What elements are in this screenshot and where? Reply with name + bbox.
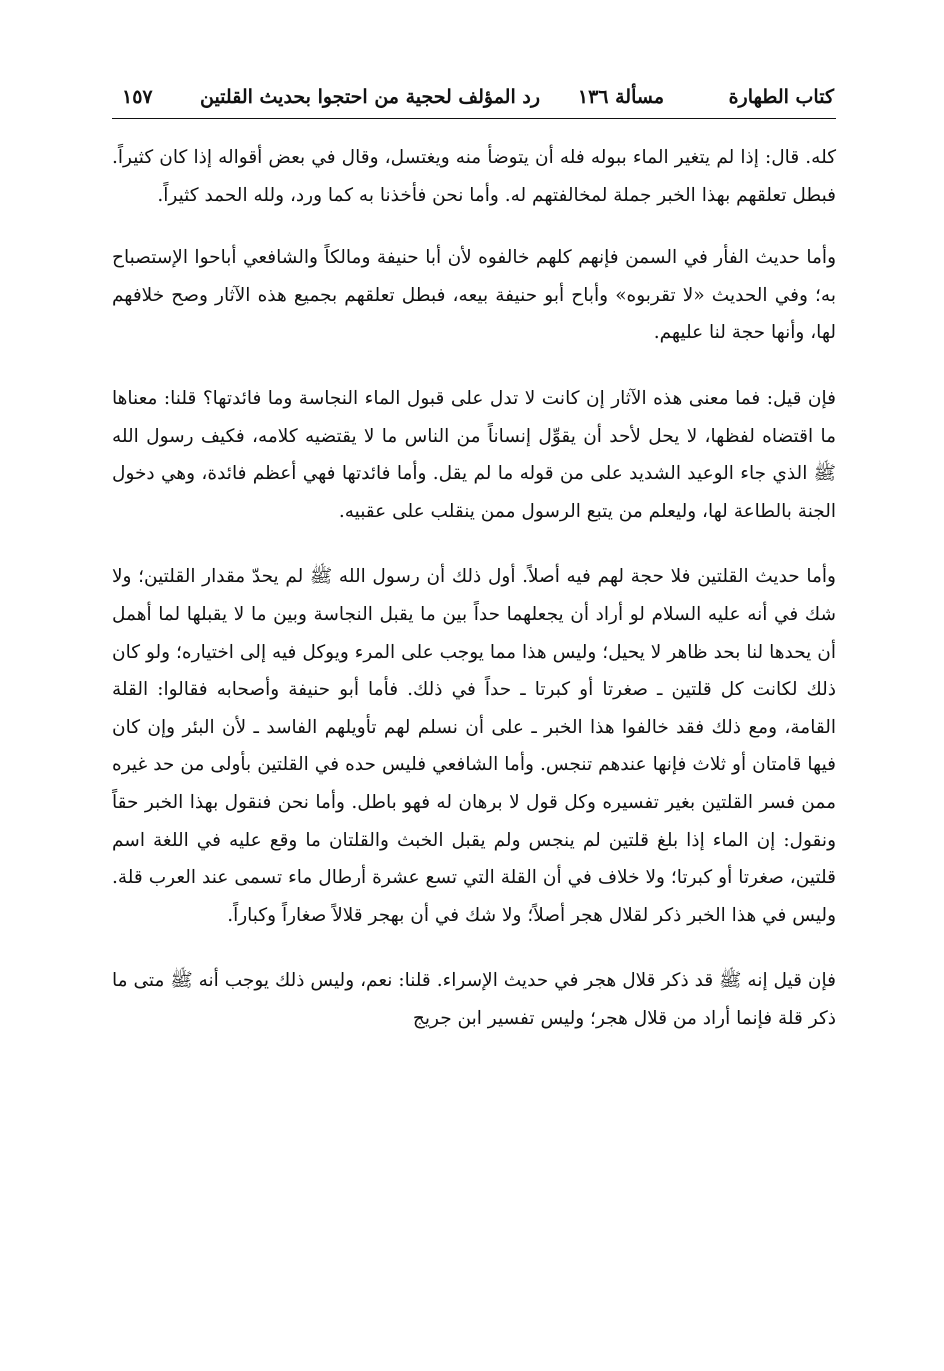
header-book-title: كتاب الطهارة (728, 86, 834, 108)
paragraph-5: فإن قيل إنه ﷺ قد ذكر قلال هجر في حديث الإسراء. قلنا: نعم، وليس ذلك يوجب أنه ﷺ متى ما ذكر قلة فإنما أراد من قلال هجر؛ وليس تفسير ابن جريج (112, 970, 836, 1029)
page-body (112, 139, 836, 1037)
paragraph-4: وأما حديث القلتين فلا حجة لهم فيه أصلاً. أول ذلك أن رسول الله ﷺ لم يحدّ مقدار القلتين؛ ولا شك في أنه عليه السلام لو أراد أن يجعلهما حداً بين ما يقبل النجاسة وبين ما لا يقبلها لما أهمل أن يحدها لنا بحد ظاهر لا يحيل؛ وليس هذا مما يوجب على المرء ويوكل فيه إلى اختياره؛ ولو كان ذلك لكانت كل قلتين ـ صغرتا أو كبرتا ـ حداً في ذلك. فأما أبو حنيفة وأصحابه فقالوا: القلة القامة، ومع ذلك فقد خالفوا هذا الخبر ـ على أن نسلم لهم تأويلهم الفاسد ـ لأن البئر وإن كان فيها قامتان أو ثلاث فإنها عندهم تنجس. وأما الشافعي فليس حده في القلتين بأولى من حد غيره ممن فسر القلتين بغير تفسيره وكل قول لا برهان له فهو باطل. وأما نحن فنقول بهذا الخبر حقاً ونقول: إن الماء إذا بلغ قلتين لم ينجس ولم يقبل الخبث والقلتان ما وقع عليه في اللغة اسم قلتين، صغرتا أو كبرتا؛ ولا خلاف في أن القلة التي تسع عشرة أرطال ماء تسمى عند العرب قلة. وليس في هذا الخبر ذكر لقلال هجر أصلاً؛ ولا شك في أن بهجر قلالاً صغاراً وكباراً. (112, 566, 836, 926)
book-page (112, 78, 836, 1065)
paragraph-2: وأما حديث الفأر في السمن فإنهم كلهم خالفوه لأن أبا حنيفة ومالكاً والشافعي أباحوا الإستصباح به؛ وفي الحديث «لا تقربوه» وأباح أبو حنيفة بيعه، فبطل تعلقهم بجميع هذه الآثار وصح خلافهم لها، وأنها حجة لنا عليهم. (112, 247, 836, 344)
page-number: ١٥٧ (122, 86, 153, 108)
running-header (112, 78, 836, 119)
paragraph-1: كله. قال: إذا لم يتغير الماء ببوله فله أن يتوضأ منه ويغتسل، وقال في بعض أقواله إذا كان كثيراً. فبطل تعلقهم بهذا الخبر جملة لمخالفتهم له. وأما نحن فأخذنا به كما ورد، ولله الحمد كثيراً. (112, 147, 836, 206)
paragraph-3: فإن قيل: فما معنى هذه الآثار إن كانت لا تدل على قبول الماء النجاسة وما فائدتها؟ قلنا: معناها ما اقتضاه لفظها، لا يحل لأحد أن يقوِّل إنساناً من الناس ما لا يقتضيه كلامه، فكيف رسول الله ﷺ الذي جاء الوعيد الشديد على من قوله ما لم يقل. وأما فائدتها فهي أعظم فائدة، وهي دخول الجنة بالطاعة لها، وليعلم من يتبع الرسول ممن ينقلب على عقبيه. (112, 387, 836, 522)
header-masala-number: مسألة ١٣٦ (577, 86, 664, 108)
header-section-title: رد المؤلف لحجية من احتجوا بحديث القلتين (199, 86, 540, 108)
